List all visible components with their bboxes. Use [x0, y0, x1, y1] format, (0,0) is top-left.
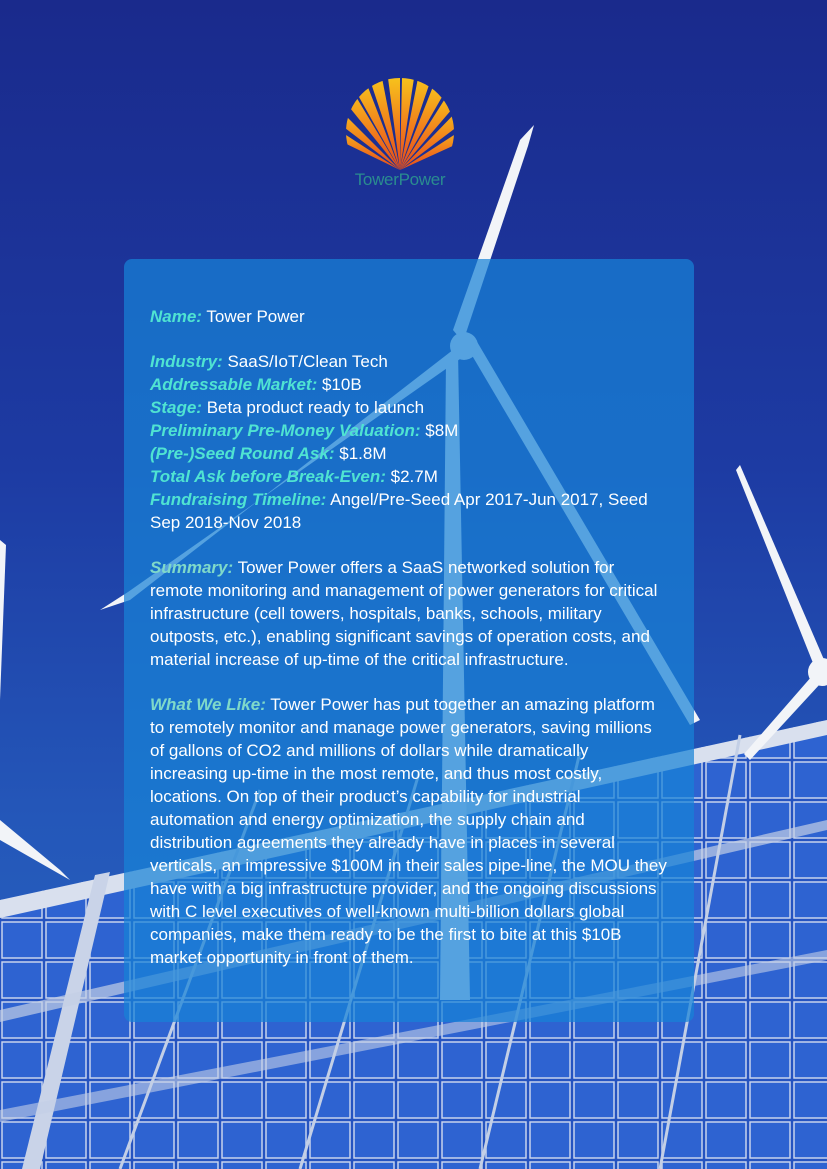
- market-line: [150, 373, 668, 396]
- what-we-like-text: Tower Power has put together an amazing platform to remotely monitor and manage power generators, saving millions of gallons of CO2 and millions of dollars while dramatically increasing up-time in the most remote, and thus most costly, locations. On top of their product’s capability for industrial automation and energy optimization, the supply chain and distribution agreements they already have in places in several verticals, an impressive $100M in their sales pipe-line, the MOU they have with a big infrastructure provider, and the ongoing discussions with C level executives of well-known multi-billion dollars global companies, make them ready to be the first to bite at this $10B market opportunity in front of them.: [150, 695, 667, 967]
- name-value: Tower Power: [206, 307, 305, 326]
- timeline-value: Angel/Pre-Seed Apr 2017-Jun 2017, Seed Sep 2018-Nov 2018: [150, 490, 648, 532]
- timeline-line: [150, 488, 668, 534]
- name-line: [150, 305, 668, 328]
- valuation-value: $8M: [425, 421, 459, 440]
- industry-value: SaaS/IoT/Clean Tech: [227, 352, 388, 371]
- valuation-label: Preliminary Pre-Money Valuation:: [150, 421, 421, 440]
- company-profile-card: [124, 259, 694, 1022]
- stage-label: Stage:: [150, 398, 202, 417]
- industry-line: [150, 350, 668, 373]
- market-value: $10B: [321, 375, 362, 394]
- logo-text: TowerPower: [354, 170, 446, 189]
- spacer: [150, 671, 668, 693]
- timeline-label: Fundraising Timeline:: [150, 490, 327, 509]
- summary-label: Summary:: [150, 558, 234, 577]
- summary-text: Tower Power offers a SaaS networked solution for remote monitoring and management of power generators for critical infrastructure (cell towers, hospitals, banks, schools, military outposts, etc.), enabling significant savings of operation costs, and material increase of up-time of the critical infrastructure.: [150, 558, 658, 669]
- seed-line: [150, 442, 668, 465]
- wind-turbine-right: [736, 465, 827, 760]
- valuation-line: [150, 419, 668, 442]
- sun-rays-logo-icon: [330, 78, 470, 173]
- industry-label: Industry:: [150, 352, 223, 371]
- stage-line: [150, 396, 668, 419]
- market-label: Addressable Market:: [150, 375, 318, 394]
- company-logo: [330, 78, 470, 196]
- total-ask-line: [150, 465, 668, 488]
- wind-turbine-left: [0, 540, 70, 880]
- seed-label: (Pre-)Seed Round Ask:: [150, 444, 335, 463]
- spacer: [150, 534, 668, 556]
- total-ask-label: Total Ask before Break-Even:: [150, 467, 386, 486]
- spacer: [150, 328, 668, 350]
- seed-value: $1.8M: [339, 444, 387, 463]
- what-we-like-paragraph: [150, 693, 668, 969]
- total-ask-value: $2.7M: [390, 467, 438, 486]
- summary-paragraph: [150, 556, 668, 671]
- what-we-like-label: What We Like:: [150, 695, 266, 714]
- name-label: Name:: [150, 307, 202, 326]
- stage-value: Beta product ready to launch: [206, 398, 425, 417]
